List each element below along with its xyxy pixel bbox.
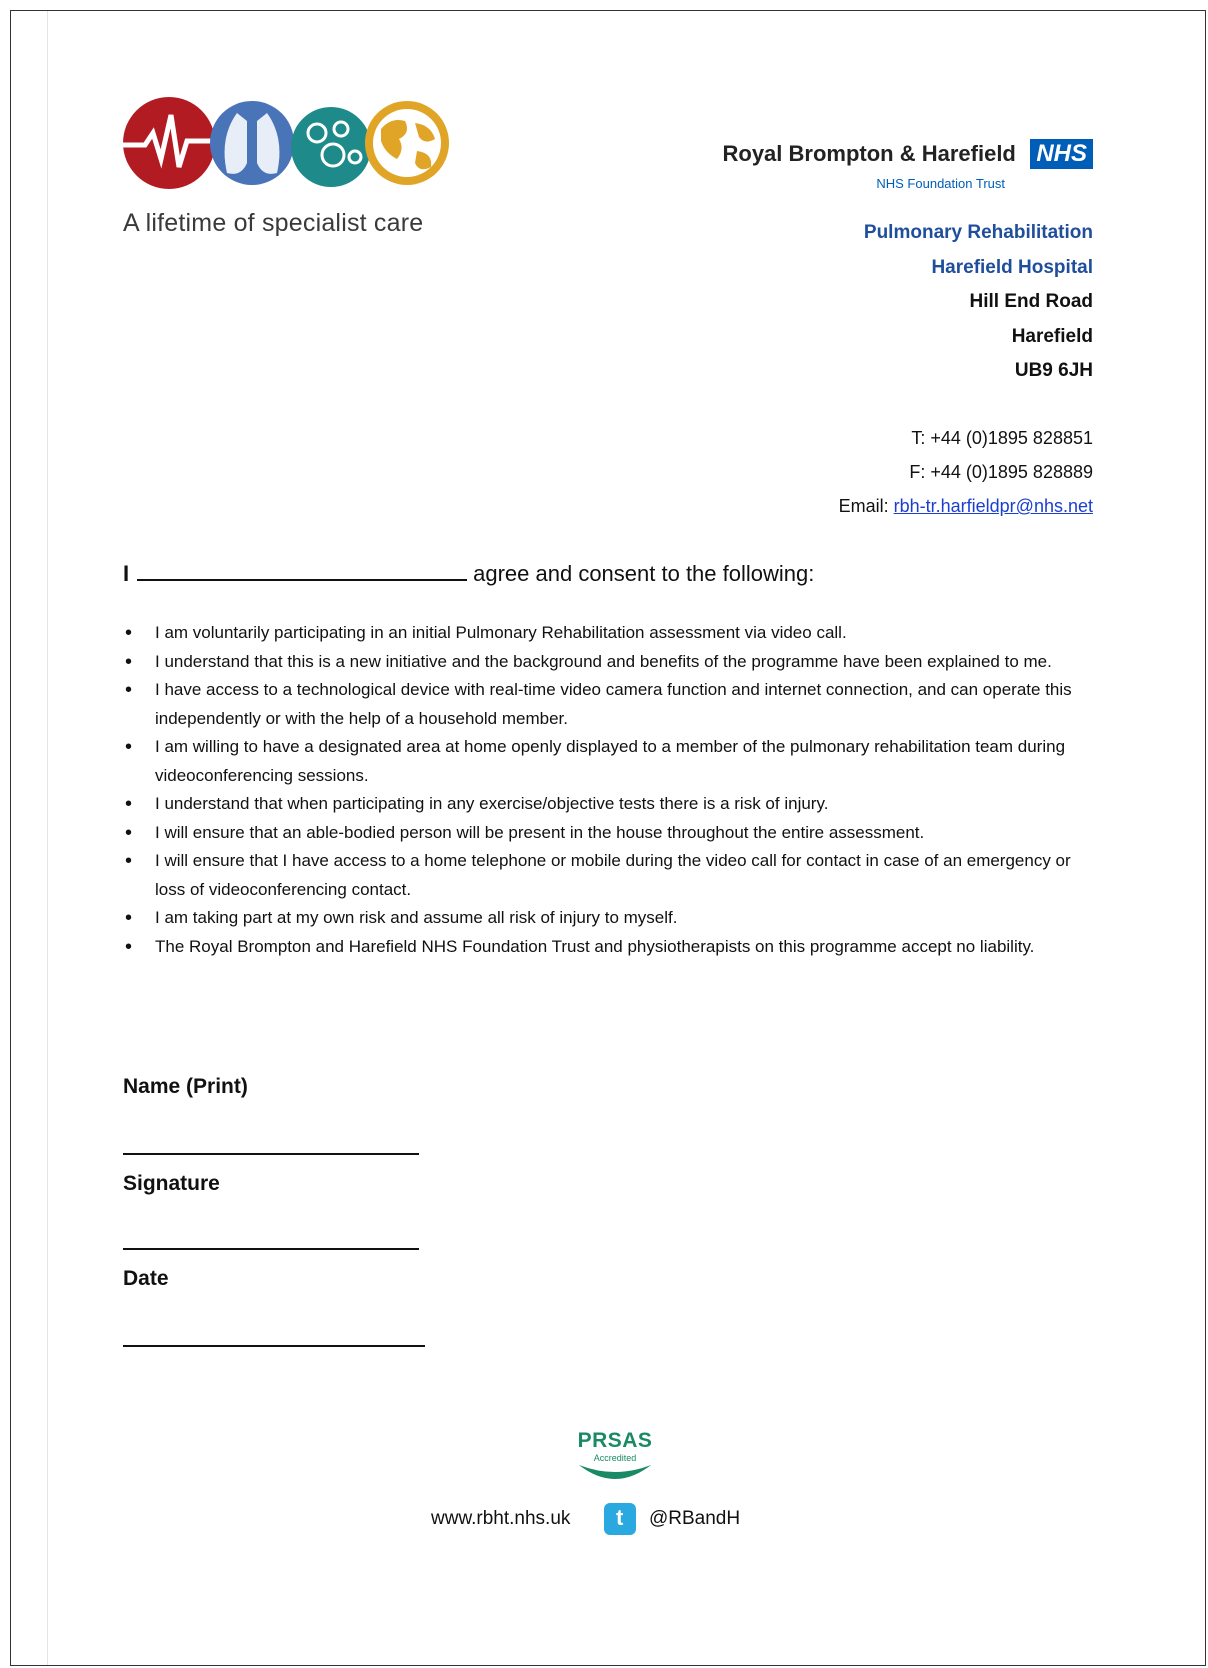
hospital-name: Harefield Hospital [931, 256, 1093, 278]
town: Harefield [1011, 325, 1093, 347]
phone-number: T: +44 (0)1895 828851 [911, 428, 1093, 448]
organ-circles-graphic [119, 93, 459, 203]
list-item: • The Royal Brompton and Harefield NHS Foundation Trust and physiotherapists on this programme accept no liability. [123, 933, 1103, 962]
postcode: UB9 6JH [1014, 360, 1093, 381]
website-link[interactable]: www.rbht.nhs.uk [431, 1508, 571, 1529]
list-item: • I will ensure that an able-bodied person will be present in the house throughout the entire assessment. [123, 819, 1103, 848]
department-name: Pulmonary Rehabilitation [863, 222, 1093, 243]
consent-form-page [10, 10, 1206, 1666]
consent-bullet-list [123, 619, 1103, 961]
trust-header [723, 139, 1094, 169]
signature-label: Signature [123, 1172, 220, 1195]
prsas-swoosh-icon [575, 1463, 655, 1485]
nhs-logo: NHS [1030, 139, 1093, 169]
email-link[interactable]: rbh-tr.harfieldpr@nhs.net [893, 496, 1093, 516]
date-line[interactable] [123, 1345, 425, 1347]
fax-number: F: +44 (0)1895 828889 [909, 462, 1093, 482]
prsas-subtitle: Accredited [593, 1453, 637, 1463]
list-item: • I understand that this is a new initiative and the background and benefits of the programme have been explained to me. [123, 648, 1103, 677]
list-item: • I have access to a technological device with real-time video camera function and internet connection, and can operate this independently or with the help of a household member. [123, 676, 1103, 733]
list-item: • I am voluntarily participating in an initial Pulmonary Rehabilitation assessment via video call. [123, 619, 1103, 648]
consent-statement [123, 557, 814, 587]
email-row [839, 489, 1093, 523]
consent-text: agree and consent to the following: [473, 561, 815, 586]
list-item: • I understand that when participating in any exercise/objective tests there is a risk of injury. [123, 790, 1103, 819]
name-print-line[interactable] [123, 1153, 419, 1155]
lungs-circle [210, 101, 294, 185]
email-label: Email: [838, 496, 894, 516]
footer [431, 1503, 740, 1535]
trust-subtitle: NHS Foundation Trust [876, 176, 1005, 191]
page-gutter-line [47, 11, 48, 1665]
street-address: Hill End Road [969, 291, 1093, 312]
twitter-handle[interactable]: @RBandH [648, 1508, 741, 1529]
prsas-title: PRSAS [577, 1429, 653, 1452]
signature-line[interactable] [123, 1248, 419, 1250]
list-item: • I am willing to have a designated area at home openly displayed to a member of the pulmonary rehabilitation team during videoconferencing sessions. [123, 733, 1103, 790]
contact-block [839, 421, 1093, 523]
prsas-accreditation-logo [567, 1429, 663, 1485]
list-item: • I will ensure that I have access to a home telephone or mobile during the video call for contact in case of an emergency or loss of videoconferencing contact. [123, 847, 1103, 904]
consent-pronoun: I [123, 561, 130, 586]
list-item: • I am taking part at my own risk and assume all risk of injury to myself. [123, 904, 1103, 933]
address-block [864, 216, 1093, 389]
consent-name-blank[interactable] [137, 557, 467, 581]
trust-name: Royal Brompton & Harefield [722, 141, 1016, 166]
tagline: A lifetime of specialist care [123, 209, 424, 237]
cells-circle [291, 107, 371, 187]
twitter-icon[interactable]: t [604, 1503, 636, 1535]
name-print-label: Name (Print) [123, 1075, 248, 1098]
date-label: Date [123, 1267, 169, 1290]
